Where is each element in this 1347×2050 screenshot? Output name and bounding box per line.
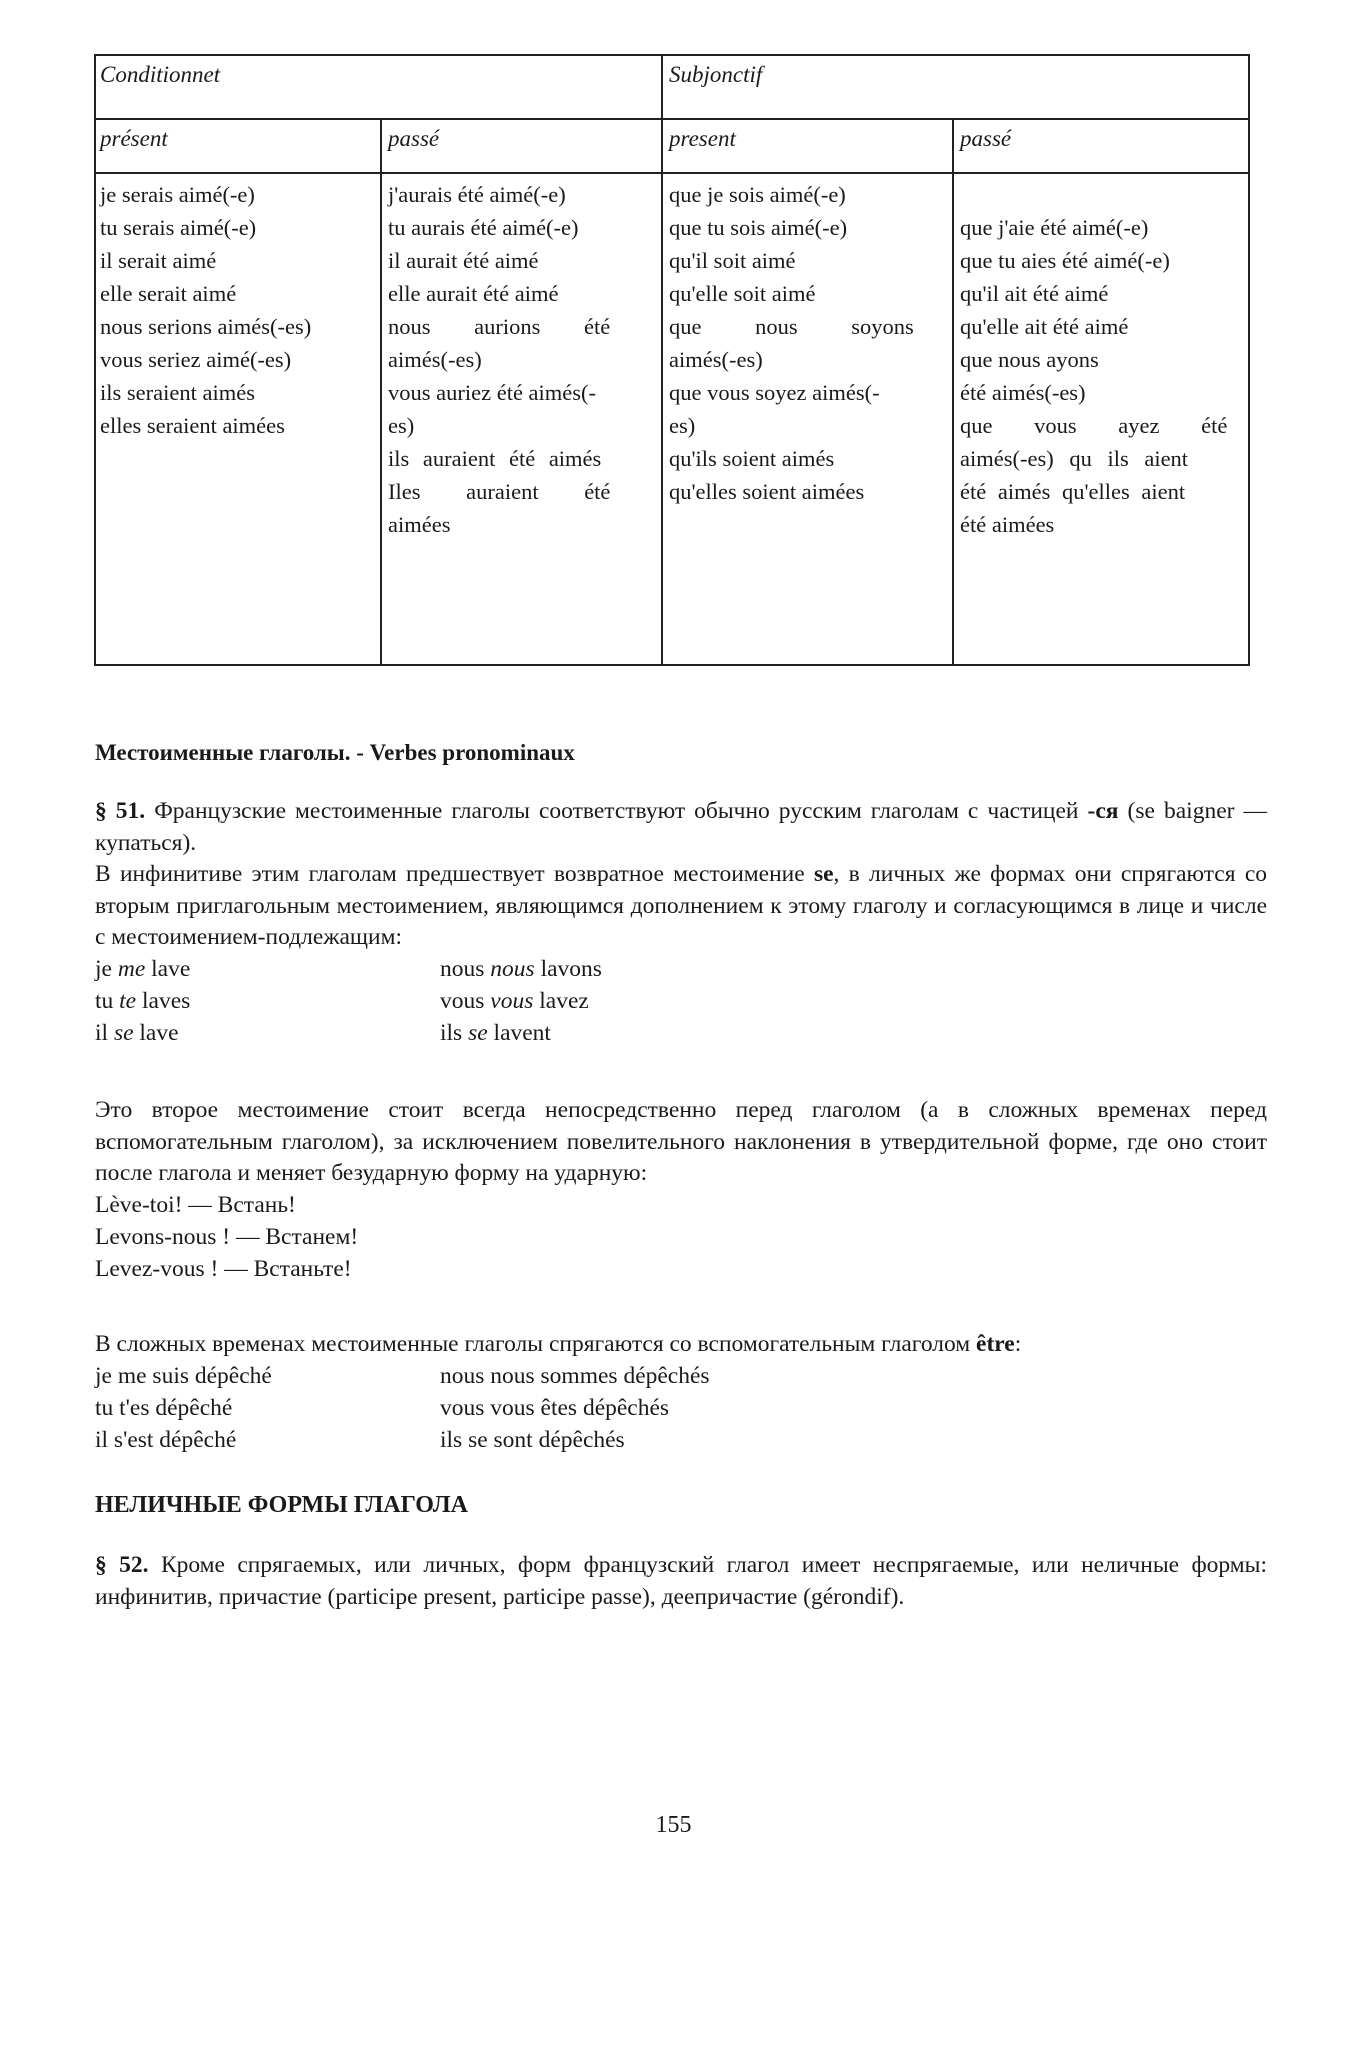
table-cell-line: que vous soyez aimés(- xyxy=(669,380,880,405)
example-right-3: ils se lavent xyxy=(440,1020,551,1046)
compound-right-3: ils se sont dépêchés xyxy=(440,1427,625,1453)
column-subj-passe xyxy=(960,211,1246,541)
compound-left-3: il s'est dépêché xyxy=(95,1427,237,1453)
paragraph-text-end: (se baigner — купаться). xyxy=(95,798,1267,856)
table-cell-line: nous aurions été xyxy=(388,314,611,339)
imperative-line-1: Lève-toi! — Встань! xyxy=(95,1192,296,1218)
table-cell-line: été aimées xyxy=(960,512,1055,537)
imperative-line-2: Levons-nous ! — Встанем! xyxy=(95,1224,359,1250)
table-cell-line: que nous ayons xyxy=(960,347,1099,372)
paragraph-second-pronoun: Это второе местоимение стоит всегда непосредственно перед глаголом (а в сложных временах перед вспомогательным глаголом), за исключением повелительного наклонения в утвердительной форме, где оно стоит после глагола и меняет безударную форму на ударную: xyxy=(95,1097,1267,1186)
paragraph-compound-tenses: В сложных временах местоименные глаголы спрягаются со вспомогательным глаголом être: xyxy=(95,1331,1022,1357)
table-divider-right xyxy=(952,120,954,664)
section-heading-pronominal: Местоименные глаголы. - Verbes pronominaux xyxy=(95,740,575,765)
paragraph-text: В инфинитиве этим глаголам предшествует возвратное местоимение xyxy=(95,861,814,887)
header-subjonctif: Subjonctif xyxy=(669,62,763,87)
table-cell-line: nous serions aimés(-es) xyxy=(100,314,312,339)
table-cell-line: qu'ils soient aimés xyxy=(669,446,835,471)
table-cell-line: aimés(-es) xyxy=(669,347,763,372)
table-cell-line: que vous ayez été xyxy=(960,413,1228,438)
compound-left-2: tu t'es dépêché xyxy=(95,1395,233,1421)
table-cell-line: qu'elle soit aimé xyxy=(669,281,816,306)
table-cell-line: vous seriez aimé(-es) xyxy=(100,347,292,372)
compound-right-1: nous nous sommes dépêchés xyxy=(440,1363,710,1389)
paragraph-51 xyxy=(95,796,1267,954)
example-right-1: nous nous lavons xyxy=(440,956,602,982)
page-number: 155 xyxy=(655,1812,692,1838)
paragraph-text: Кроме спрягаемых, или личных, форм французский глагол имеет неспрягаемые, или неличные формы: инфинитив, причастие (participe present, participe passe), деепричастие (gérondif). xyxy=(95,1552,1267,1610)
table-cell-line: vous auriez été aimés(- xyxy=(388,380,597,405)
table-cell-line: ils auraient été aimés xyxy=(388,446,602,471)
table-cell-line: que je sois aimé(-e) xyxy=(669,182,846,207)
table-cell-line: Iles auraient été xyxy=(388,479,611,504)
table-cell-line: es) xyxy=(669,413,696,438)
table-cell-line: ils seraient aimés xyxy=(100,380,255,405)
table-cell-line: été aimés(-es) xyxy=(960,380,1086,405)
example-left-3: il se lave xyxy=(95,1020,179,1046)
imperative-line-3: Levez-vous ! — Встаньте! xyxy=(95,1256,352,1282)
example-right-2: vous vous lavez xyxy=(440,988,589,1014)
word-etre: être xyxy=(976,1331,1015,1357)
table-cell-line: aimés(-es) xyxy=(388,347,482,372)
column-subj-present xyxy=(669,178,949,508)
table-cell-line: tu aurais été aimé(-e) xyxy=(388,215,579,240)
table-cell-line: que nous soyons xyxy=(669,314,914,339)
table-cell-line: es) xyxy=(388,413,415,438)
table-cell-line: aimées xyxy=(388,512,451,537)
table-cell-line: j'aurais été aimé(-e) xyxy=(388,182,566,207)
compound-right-2: vous vous êtes dépêchés xyxy=(440,1395,670,1421)
example-left-1: je me lave xyxy=(95,956,191,982)
table-cell-line: je serais aimé(-e) xyxy=(100,182,255,207)
pronoun-se: se xyxy=(813,861,834,887)
subheader-subj-passe: passé xyxy=(960,126,1012,151)
table-cell-line: que j'aie été aimé(-e) xyxy=(960,215,1149,240)
table-cell-line: aimés(-es) qu ils aient xyxy=(960,446,1189,471)
paragraph-text: , в личных же формах они спрягаются со вторым приглагольным местоимением, являющимся дополнением к этому глаголу и согласующимся в лице и числе с местоимением-подлежащим: xyxy=(95,861,1268,950)
column-cond-present xyxy=(100,178,376,442)
paragraph-number: § 51. xyxy=(95,798,146,824)
header-conditionnel: Conditionnet xyxy=(100,62,221,87)
particle-text: -ся xyxy=(1087,798,1119,824)
section-heading-nonfinite: НЕЛИЧНЫЕ ФОРМЫ ГЛАГОЛА xyxy=(95,1492,468,1518)
table-cell-line: que tu aies été aimé(-e) xyxy=(960,248,1170,273)
table-divider-main xyxy=(661,56,663,664)
conjugation-table xyxy=(94,54,1250,666)
table-cell-line: été aimés qu'elles aient xyxy=(960,479,1186,504)
example-left-2: tu te laves xyxy=(95,988,191,1014)
table-cell-line: il serait aimé xyxy=(100,248,217,273)
table-cell-line: il aurait été aimé xyxy=(388,248,539,273)
table-cell-line: elle aurait été aimé xyxy=(388,281,559,306)
table-cell-line: qu'elles soient aimées xyxy=(669,479,865,504)
subheader-cond-present: présent xyxy=(100,126,168,151)
table-cell-line: qu'il ait été aimé xyxy=(960,281,1109,306)
column-cond-passe xyxy=(388,178,658,541)
table-cell-line: elles seraient aimées xyxy=(100,413,285,438)
table-cell-line: qu'elle ait été aimé xyxy=(960,314,1129,339)
paragraph-text: Французские местоименные глаголы соответствуют обычно русским глаголам с частицей xyxy=(145,798,1088,824)
subheader-cond-passe: passé xyxy=(388,126,440,151)
table-cell-line: elle serait aimé xyxy=(100,281,237,306)
paragraph-number: § 52. xyxy=(95,1552,149,1578)
subheader-subj-present: present xyxy=(669,126,736,151)
table-cell-line: qu'il soit aimé xyxy=(669,248,796,273)
table-divider-left xyxy=(380,120,382,664)
table-cell-line: que tu sois aimé(-e) xyxy=(669,215,848,240)
paragraph-52 xyxy=(95,1550,1267,1613)
table-cell-line: tu serais aimé(-e) xyxy=(100,215,257,240)
compound-left-1: je me suis dépêché xyxy=(95,1363,272,1389)
